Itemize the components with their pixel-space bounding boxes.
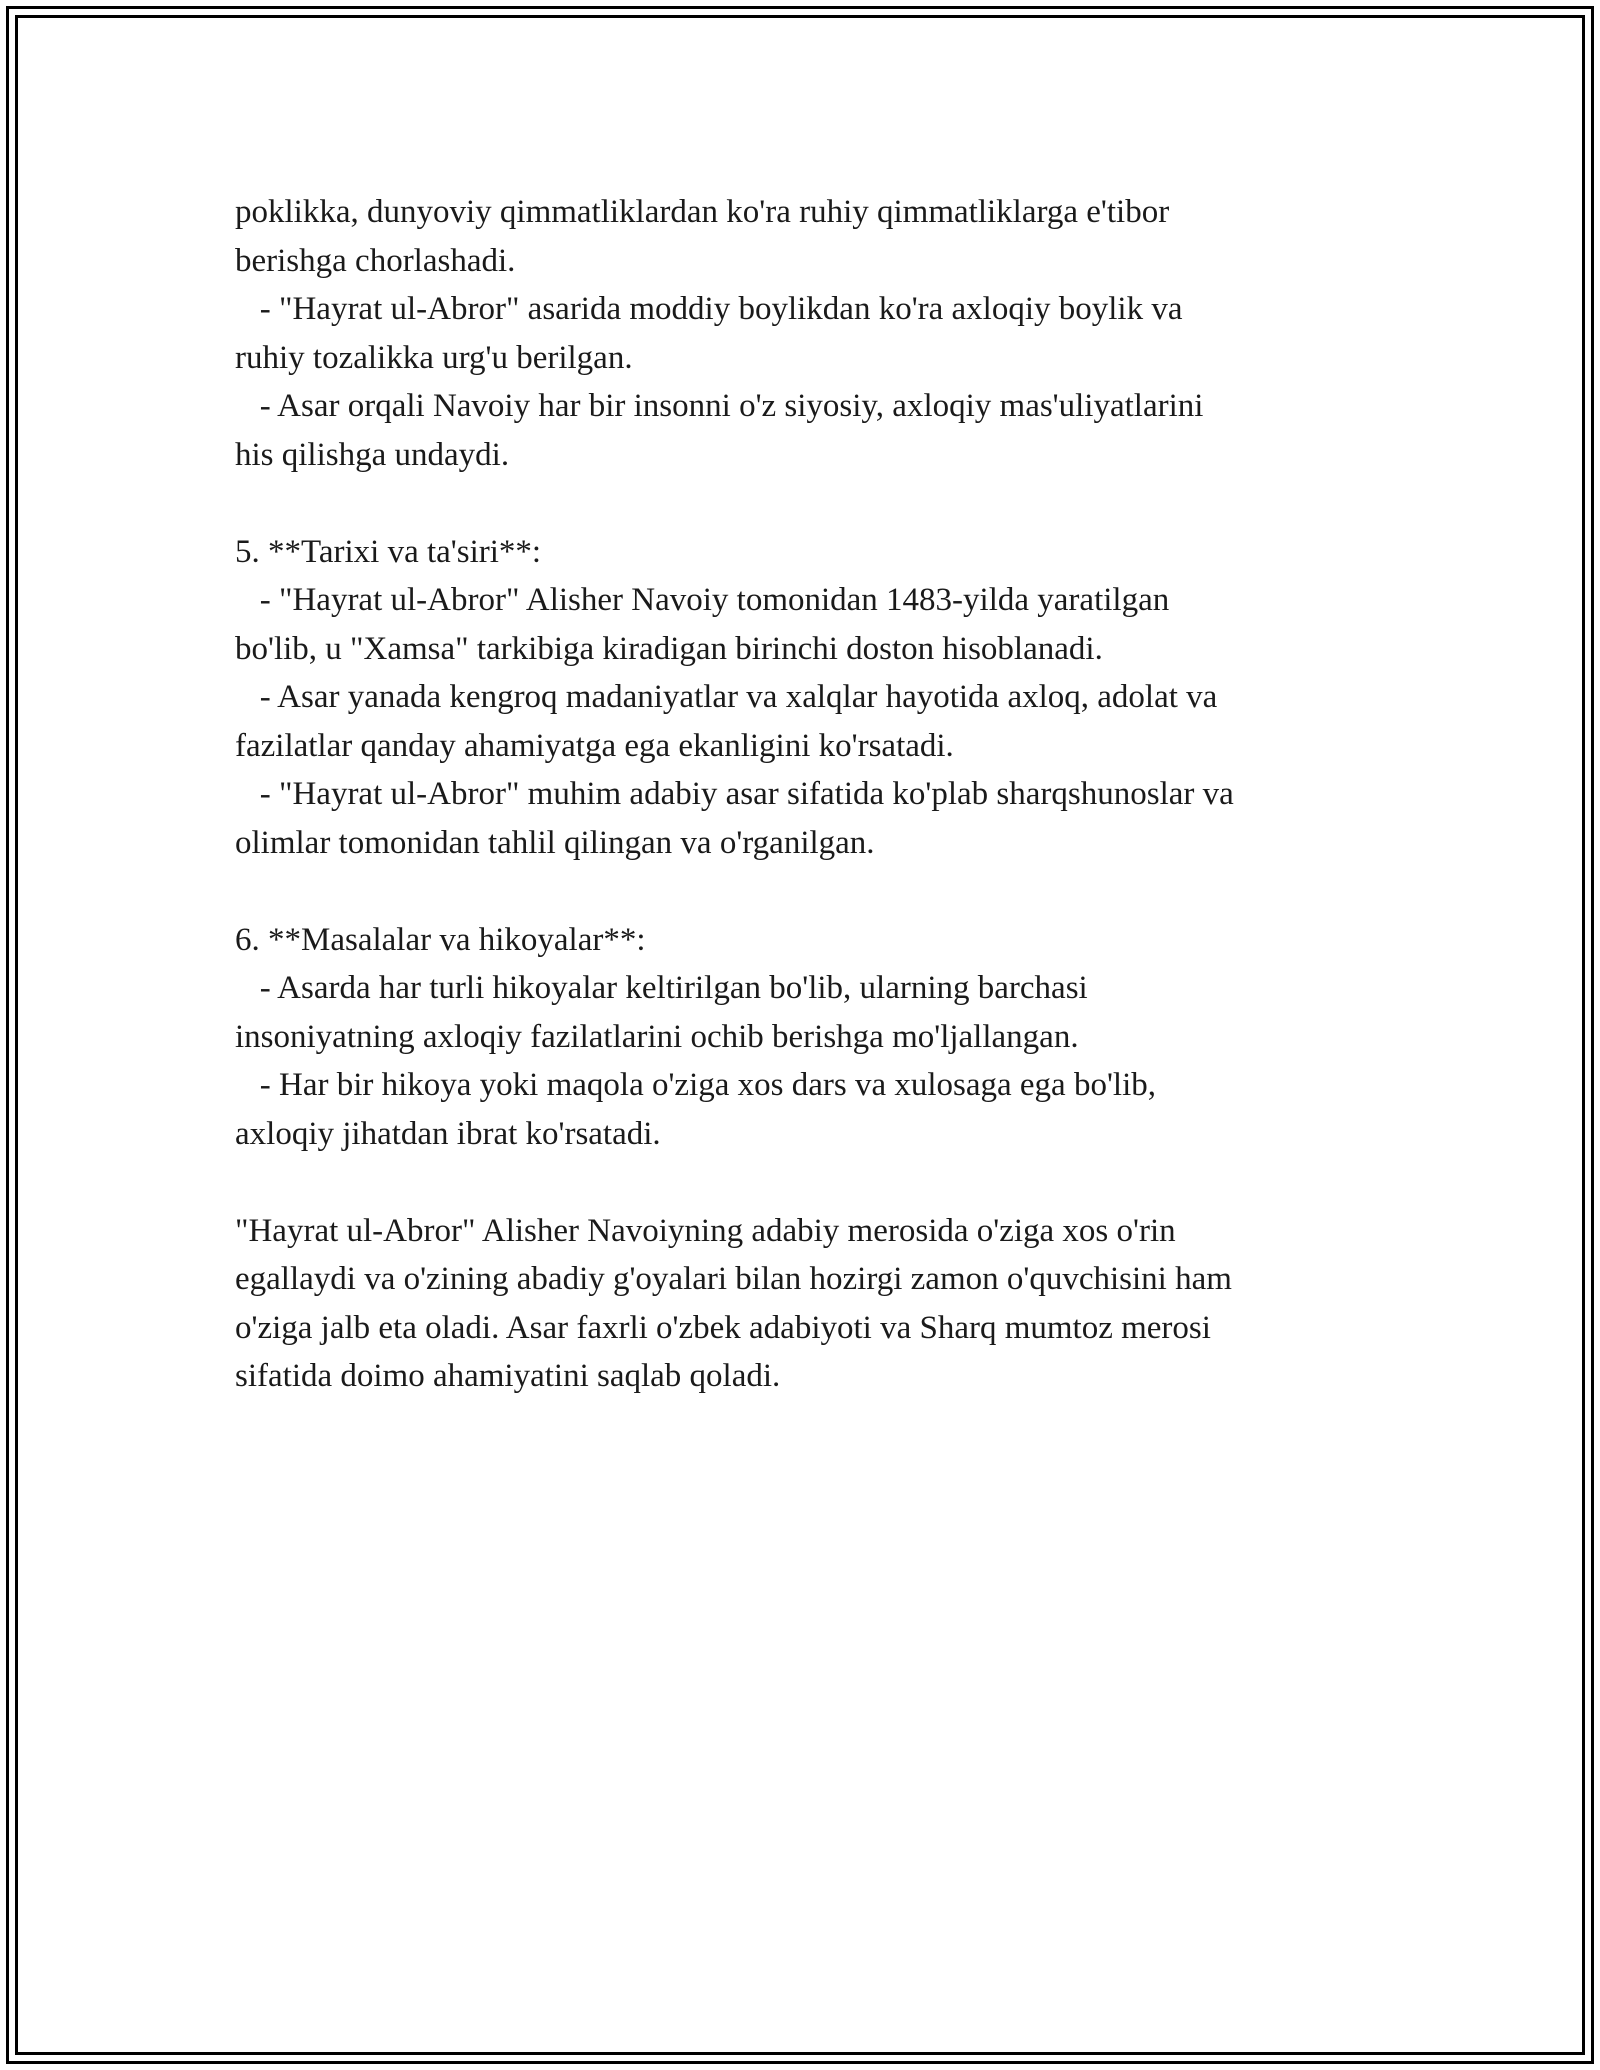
text-line: - Har bir hikoya yoki maqola o'ziga xos dars va xulosaga ega bo'lib, xyxy=(235,1067,1156,1103)
text-line: - "Hayrat ul-Abror" asarida moddiy boylikdan ko'ra axloqiy boylik va xyxy=(235,291,1183,327)
section-heading: 5. **Tarixi va ta'siri**: xyxy=(235,533,542,570)
text-line: berishga chorlashadi. xyxy=(235,242,516,279)
text-line: poklikka, dunyoviy qimmatliklardan ko'ra ruhiy qimmatliklarga e'tibor xyxy=(235,194,1170,230)
section-heading: 6. **Masalalar va hikoyalar**: xyxy=(235,921,646,958)
text-line: - Asar yanada kengroq madaniyatlar va xalqlar hayotida axloq, adolat va xyxy=(235,679,1218,715)
blank-line xyxy=(235,867,1415,916)
text-line: sifatida doimo ahamiyatini saqlab qoladi. xyxy=(235,1358,781,1394)
text-line: - "Hayrat ul-Abror" Alisher Navoiy tomonidan 1483-yilda yaratilgan xyxy=(235,582,1170,618)
text-line: o'ziga jalb eta oladi. Asar faxrli o'zbek adabiyoti va Sharq mumtoz merosi xyxy=(235,1309,1211,1346)
document-body xyxy=(235,188,1415,1401)
blank-line xyxy=(235,479,1415,528)
text-line: - Asar orqali Navoiy har bir insonni o'z siyosiy, axloqiy mas'uliyatlarini xyxy=(235,388,1204,424)
text-line: egallaydi va o'zining abadiy g'oyalari bilan hozirgi zamon o'quvchisini ham xyxy=(235,1261,1232,1297)
text-line: - Asarda har turli hikoyalar keltirilgan bo'lib, ularning barchasi xyxy=(235,970,1088,1006)
text-line: his qilishga undaydi. xyxy=(235,436,510,473)
text-line: fazilatlar qanday ahamiyatga ega ekanligini ko'rsatadi. xyxy=(235,727,954,764)
text-line: bo'lib, u "Xamsa" tarkibiga kiradigan birinchi doston hisoblanadi. xyxy=(235,630,1103,667)
text-line: - "Hayrat ul-Abror" muhim adabiy asar sifatida ko'plab sharqshunoslar va xyxy=(235,776,1234,812)
text-line: "Hayrat ul-Abror" Alisher Navoiyning adabiy merosida o'ziga xos o'rin xyxy=(235,1212,1176,1249)
text-line: insoniyatning axloqiy fazilatlarini ochib berishga mo'ljallangan. xyxy=(235,1018,1079,1055)
text-line: axloqiy jihatdan ibrat ko'rsatadi. xyxy=(235,1115,661,1152)
text-line: ruhiy tozalikka urg'u berilgan. xyxy=(235,339,633,376)
blank-line xyxy=(235,1158,1415,1207)
text-line: olimlar tomonidan tahlil qilingan va o'rganilgan. xyxy=(235,824,875,861)
